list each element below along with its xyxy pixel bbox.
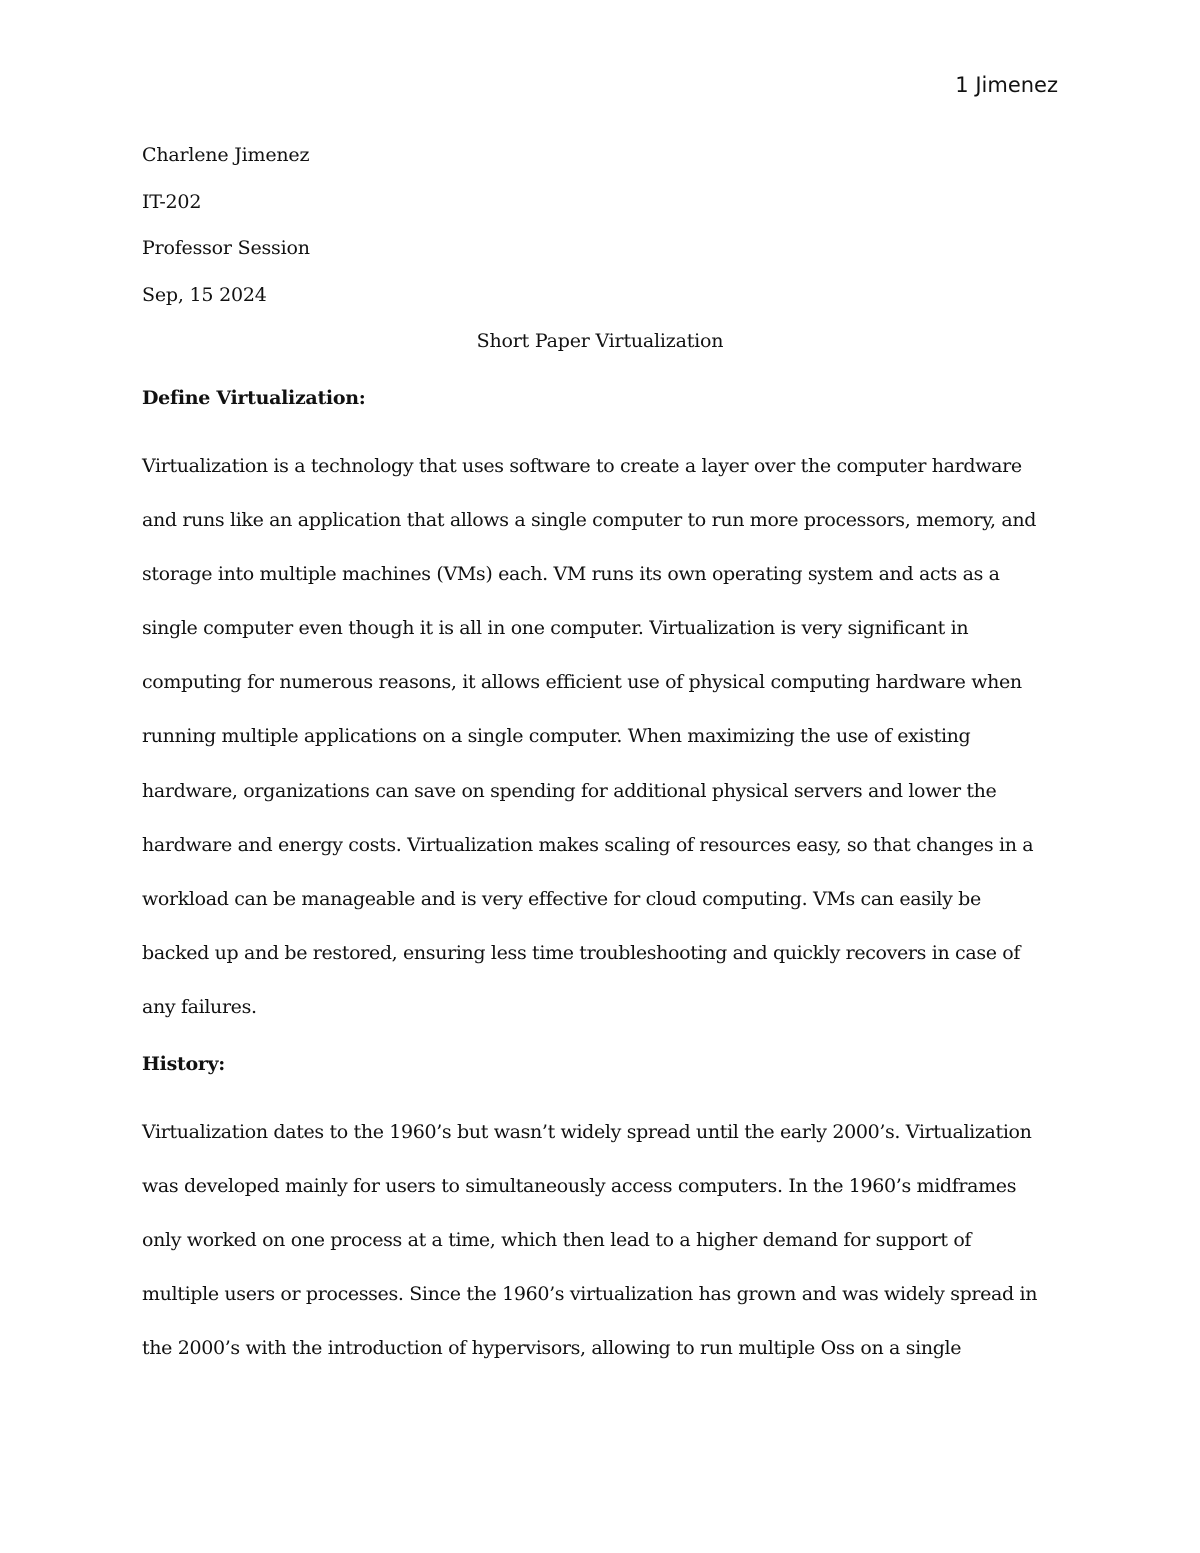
- header-surname: Jimenez: [975, 73, 1058, 97]
- paragraph: [142, 1117, 1058, 1388]
- section-history: [142, 1049, 1058, 1388]
- paper-title: Short Paper Virtualization: [476, 330, 724, 352]
- submission-date: Sep, 15 2024: [142, 283, 267, 306]
- text-line: workload can be manageable and is very effective for cloud computing. VMs can easily be: [142, 888, 981, 910]
- page-number: 1: [955, 73, 969, 97]
- text-line: any failures.: [142, 996, 257, 1019]
- course-code: IT-202: [142, 190, 202, 213]
- text-line: only worked on one process at a time, which then lead to a higher demand for support of: [142, 1228, 972, 1251]
- text-line: backed up and be restored, ensuring less time troubleshooting and quickly recovers in case of: [142, 942, 1021, 965]
- section-define-virtualization: [142, 383, 1058, 1047]
- text-line: the 2000’s with the introduction of hypervisors, allowing to run multiple Oss on a single: [142, 1337, 962, 1360]
- paragraph: [142, 451, 1058, 1047]
- document-body: [142, 140, 1058, 1388]
- text-line: storage into multiple machines (VMs) each. VM runs its own operating system and acts as a: [142, 562, 1000, 585]
- section-heading: Define Virtualization:: [142, 386, 366, 409]
- text-line: hardware and energy costs. Virtualization makes scaling of resources easy, so that changes in a: [142, 833, 1034, 856]
- professor-name: Professor Session: [142, 237, 310, 259]
- section-heading: History:: [142, 1052, 225, 1075]
- text-line: was developed mainly for users to simultaneously access computers. In the 1960’s midframes: [142, 1174, 1017, 1197]
- text-line: Virtualization is a technology that uses software to create a layer over the computer hardware: [142, 454, 1022, 477]
- text-line: and runs like an application that allows a single computer to run more processors, memory, and: [142, 508, 1037, 531]
- text-line: running multiple applications on a single computer. When maximizing the use of existing: [142, 725, 971, 748]
- text-line: multiple users or processes. Since the 1960’s virtualization has grown and was widely spread in: [142, 1283, 1038, 1306]
- text-line: Virtualization dates to the 1960’s but wasn’t widely spread until the early 2000’s. Virtualization: [142, 1120, 1032, 1143]
- text-line: computing for numerous reasons, it allows efficient use of physical computing hardware when: [142, 671, 1022, 694]
- text-line: hardware, organizations can save on spending for additional physical servers and lower the: [142, 779, 997, 802]
- page-header: [955, 70, 1058, 100]
- student-name: Charlene Jimenez: [142, 144, 310, 166]
- text-line: single computer even though it is all in one computer. Virtualization is very significant in: [142, 617, 969, 640]
